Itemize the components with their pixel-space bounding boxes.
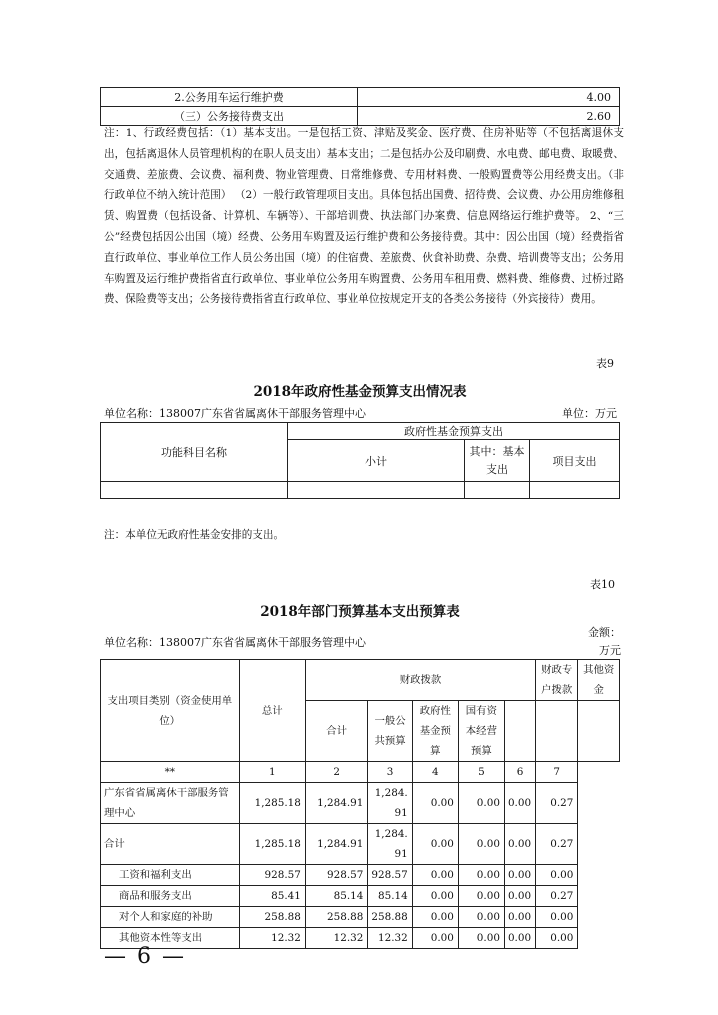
table-row: 工资和福利支出 928.57 928.57 928.57 0.00 0.00 0.00 0.00 (101, 865, 620, 886)
row-name: 工资和福利支出 (101, 865, 240, 886)
header-subtotal: 小计 (288, 440, 465, 482)
expense-note: 注：1、行政经费包括：（1）基本支出。一是包括工资、津贴及奖金、医疗费、住房补贴等（不包括离退休支出，包括离退休人员管理机构的在职人员支出）基本支出；二是包括办公及印刷费、水电费、邮电费、取暖费、交通费、差旅费、会议费、福利费、物业管理费、日常维修费、专用材料费、一般购置费等公用经费支出。（非行政单位不纳入统计范围） （2）一般行政管理项目支出。具体包括出国费、招待费、会议费、办公用房维修租赁、购置费（包括设备、计算机、车辆等）、干部培训费、执法部门办案费、信息网络运行维护费等。 2、“三公”经费包括因公出国（境）经费、公务用车购置及运行维护费和公务接待费。其中：因公出国（境）经费指省直行政单位、事业单位工作人员公务出国（境）的住宿费、差旅费、伙食补助费、杂费、培训费等支出；公务用车购置及运行维护费指省直行政单位、事业单位公务用车购置费、公务用车租用费、燃料费、维修费、过桥过路费、保险费等支出；公务接待费指省直行政单位、事业单位按规定开支的各类公务接待（外宾接待）费用。 (104, 127, 624, 306)
table10-unit: 金额：万元 (588, 626, 621, 657)
header-state-capital: 国有资本经营预算 (458, 701, 504, 762)
basic-expenditure-table (100, 659, 620, 949)
table-row (101, 482, 620, 499)
row-name: 广东省省属离休干部服务管理中心 (101, 783, 240, 824)
header-sum: 合计 (305, 701, 368, 762)
row-value: 2.60 (358, 107, 620, 126)
header-special: 财政专户拨款 (536, 660, 578, 701)
row-name: 其他资本性等支出 (101, 928, 240, 949)
table-row: 商品和服务支出 85.41 85.14 85.14 0.00 0.00 0.00 0.27 (101, 886, 620, 907)
row-label: 2.公务用车运行维护费 (101, 88, 358, 107)
row-label: （三）公务接待费支出 (101, 107, 358, 126)
header-basic: 其中：基本支出 (465, 440, 530, 482)
header-func: 功能科目名称 (101, 423, 288, 482)
header-total: 总计 (239, 660, 305, 762)
gov-fund-table (100, 422, 620, 499)
table-row: 其他资本性等支出 12.32 12.32 12.32 0.00 0.00 0.00 0.00 (101, 928, 620, 949)
row-name: 对个人和家庭的补助 (101, 907, 240, 928)
table9-unit-name: 单位名称：138007广东省省属离休干部服务管理中心 (104, 407, 366, 420)
carryover-table (100, 87, 620, 126)
header-fiscal: 财政拨款 (305, 660, 535, 701)
index-row: ** 1 2 3 4 5 6 7 (101, 762, 620, 783)
table-row: 广东省省属离休干部服务管理中心 1,285.18 1,284.91 1,284.91 0.00 0.00 0.00 0.27 (101, 783, 620, 824)
table10-unit-name: 单位名称：138007广东省省属离休干部服务管理中心 (104, 636, 366, 649)
table10-title: 2018年部门预算基本支出预算表 (260, 604, 460, 620)
table10-tag: 表10 (590, 578, 615, 591)
row-name: 合计 (101, 824, 240, 865)
row-name: 商品和服务支出 (101, 886, 240, 907)
table9-tag: 表9 (596, 357, 614, 370)
header-fund: 政府性基金预算支出 (288, 423, 620, 440)
table9-title: 2018年政府性基金预算支出情况表 (253, 384, 467, 400)
header-gov-fund: 政府性基金预算 (412, 701, 458, 762)
table9-unit: 单位：万元 (562, 407, 617, 420)
header-category: 支出项目类别（资金使用单位） (101, 660, 240, 762)
row-value: 4.00 (358, 88, 620, 107)
page-number: — 6 — (104, 944, 186, 969)
header-project: 项目支出 (530, 440, 620, 482)
table-row: 合计 1,285.18 1,284.91 1,284.91 0.00 0.00 0.00 0.27 (101, 824, 620, 865)
header-other: 其他资金 (578, 660, 620, 701)
header-general: 一般公共预算 (368, 701, 412, 762)
table-row (101, 88, 620, 107)
table9-note: 注：本单位无政府性基金安排的支出。 (104, 529, 285, 541)
table-row: 对个人和家庭的补助 258.88 258.88 258.88 0.00 0.00 0.00 0.00 (101, 907, 620, 928)
